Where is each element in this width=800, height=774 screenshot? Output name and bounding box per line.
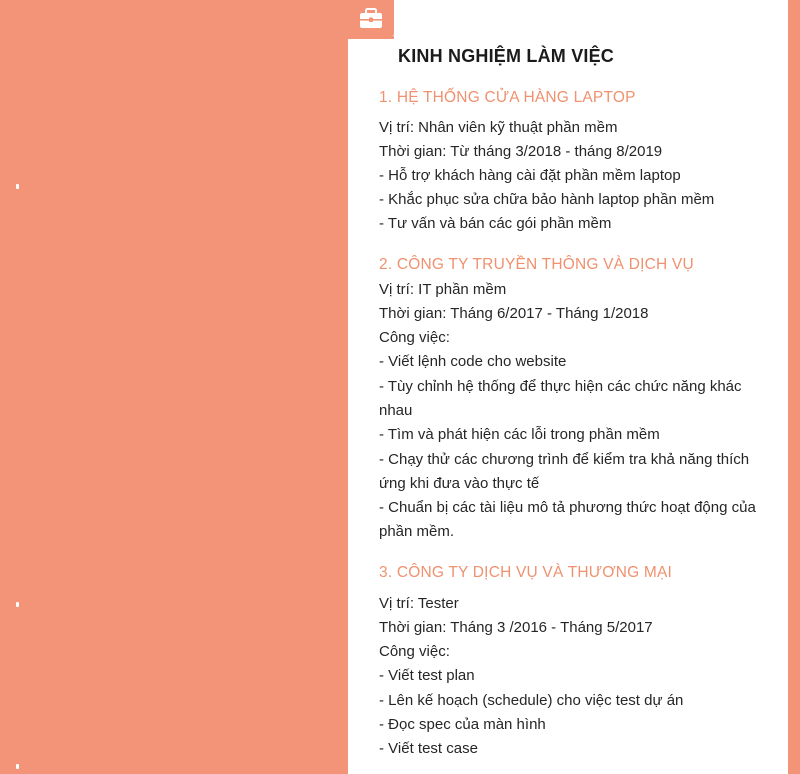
job-task: - Tư vấn và bán các gói phần mềm: [379, 215, 612, 232]
job-task: - Hỗ trợ khách hàng cài đặt phần mềm laptop: [379, 167, 681, 184]
job-task: - Lên kế hoạch (schedule) cho việc test dự án: [379, 692, 684, 709]
job-work-label: Công việc:: [379, 329, 450, 346]
job-time: Thời gian: Từ tháng 3/2018 - tháng 8/2019: [379, 143, 663, 160]
section-icon-tab: [348, 0, 394, 36]
job-task: nhau: [379, 402, 413, 419]
job-task: - Viết lệnh code cho website: [379, 353, 567, 370]
decor-dot: [16, 184, 19, 189]
job-work-label: Công việc:: [379, 643, 450, 660]
job-position: Vị trí: IT phần mềm: [379, 281, 507, 298]
job-task: - Viết test case: [379, 740, 478, 757]
job-heading: 1. HỆ THỐNG CỬA HÀNG LAPTOP: [379, 89, 636, 106]
job-position: Vị trí: Tester: [379, 595, 459, 612]
job-task: - Chuẩn bị các tài liệu mô tả phương thức hoạt động của: [379, 499, 756, 516]
job-task: - Chạy thử các chương trình để kiểm tra khả năng thích: [379, 451, 750, 468]
job-task: ứng khi đưa vào thực tế: [379, 475, 540, 492]
job-heading: 3. CÔNG TY DỊCH VỤ VÀ THƯƠNG MẠI: [379, 564, 673, 581]
section-title: KINH NGHIỆM LÀM VIỆC: [398, 46, 615, 66]
job-task: - Khắc phục sửa chữa bảo hành laptop phần mềm: [379, 191, 715, 208]
job-time: Thời gian: Tháng 3 /2016 - Tháng 5/2017: [379, 619, 653, 636]
job-task: - Viết test plan: [379, 667, 475, 684]
job-time: Thời gian: Tháng 6/2017 - Tháng 1/2018: [379, 305, 649, 322]
decor-dot: [16, 602, 19, 607]
job-task: phần mềm.: [379, 523, 455, 540]
right-margin-strip: [788, 0, 800, 774]
job-task: - Đọc spec của màn hình: [379, 716, 546, 733]
job-task: - Tùy chỉnh hệ thống để thực hiện các chức năng khác: [379, 378, 742, 395]
job-task: - Tìm và phát hiện các lỗi trong phần mềm: [379, 426, 660, 443]
decor-dot: [16, 764, 19, 769]
section-icon-underline: [348, 36, 394, 39]
resume-page: [348, 0, 788, 774]
job-position: Vị trí: Nhân viên kỹ thuật phần mềm: [379, 119, 618, 136]
briefcase-icon: [359, 8, 383, 30]
job-heading: 2. CÔNG TY TRUYỀN THÔNG VÀ DỊCH VỤ: [379, 256, 694, 273]
